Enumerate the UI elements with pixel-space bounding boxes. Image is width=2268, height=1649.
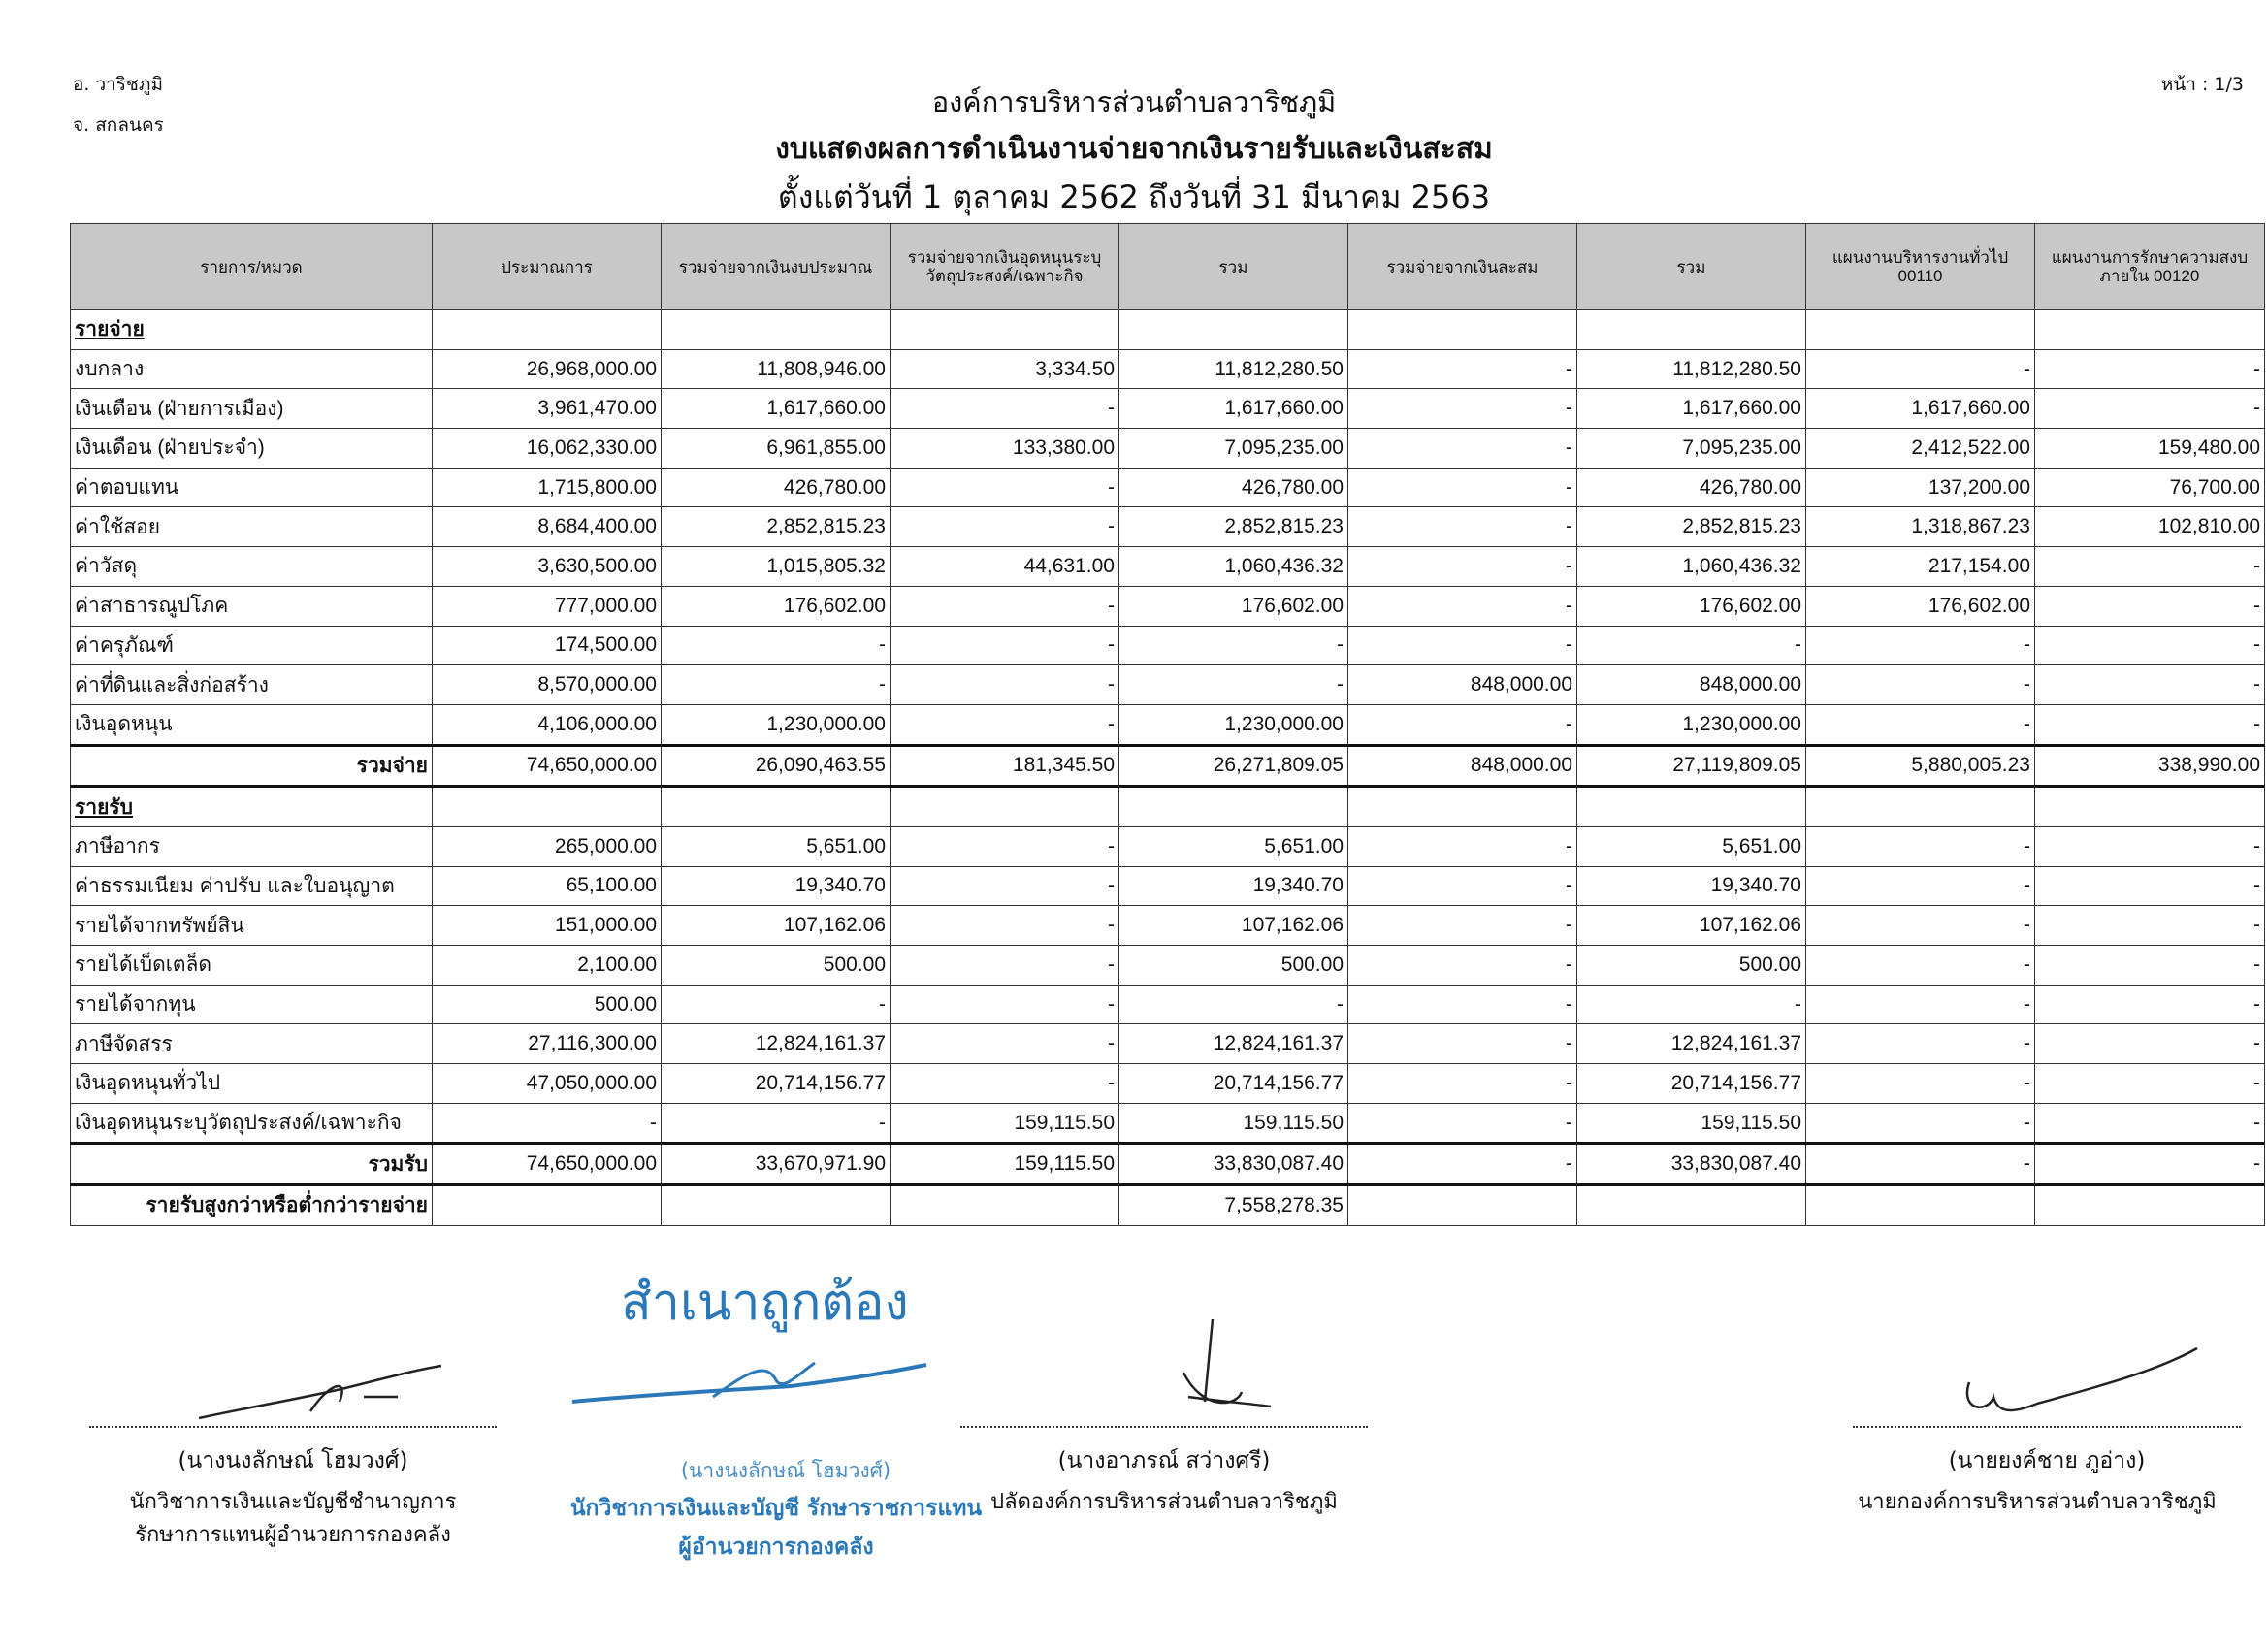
amount-cell: 265,000.00: [433, 826, 662, 866]
amount-cell: 4,106,000.00: [433, 704, 662, 745]
table-row: [71, 547, 2265, 587]
amount-cell: -: [1348, 468, 1577, 507]
amount-cell: -: [1348, 866, 1577, 906]
amount-cell: -: [2035, 866, 2265, 906]
column-header: รวม: [1577, 224, 1806, 310]
amount-cell: 102,810.00: [2035, 507, 2265, 547]
amount-cell: -: [1348, 429, 1577, 469]
amount-cell: -: [1348, 1144, 1577, 1185]
amount-cell: 1,715,800.00: [433, 468, 662, 507]
amount-cell: -: [2035, 626, 2265, 665]
row-label: ค่าที่ดินและสิ่งก่อสร้าง: [71, 665, 433, 705]
amount-cell: -: [1806, 704, 2035, 745]
amount-cell: 1,617,660.00: [1577, 389, 1806, 429]
amount-cell: 33,830,087.40: [1577, 1144, 1806, 1185]
amount-cell: 5,651.00: [1577, 826, 1806, 866]
amount-cell: -: [1806, 866, 2035, 906]
amount-cell: 7,095,235.00: [1577, 429, 1806, 469]
column-header: แผนงานบริหารงานทั่วไป 00110: [1806, 224, 2035, 310]
section-label: รายจ่าย: [71, 310, 433, 350]
amount-cell: -: [2035, 1144, 2265, 1185]
table-row: [71, 1103, 2265, 1144]
column-header: รวมจ่ายจากเงินงบประมาณ: [662, 224, 891, 310]
amount-cell: -: [2035, 349, 2265, 389]
amount-cell: 1,060,436.32: [1577, 547, 1806, 587]
amount-cell: 1,318,867.23: [1806, 507, 2035, 547]
amount-cell: 12,824,161.37: [1119, 1024, 1348, 1064]
section-row: [71, 310, 2265, 350]
column-header: รวมจ่ายจากเงินสะสม: [1348, 224, 1577, 310]
signature-1: [194, 1358, 446, 1426]
amount-cell: 500.00: [1577, 946, 1806, 986]
row-label: ภาษีจัดสรร: [71, 1024, 433, 1064]
table-row: [71, 468, 2265, 507]
signature-2: [1145, 1314, 1280, 1421]
amount-cell: 76,700.00: [2035, 468, 2265, 507]
amount-cell: 2,100.00: [433, 946, 662, 986]
row-label: รายได้จากทุน: [71, 985, 433, 1024]
amount-cell: -: [1806, 826, 2035, 866]
table-row: [71, 349, 2265, 389]
amount-cell: -: [2035, 586, 2265, 626]
signatory-1-name: (นางนงลักษณ์ โฮมวงศ์): [178, 1448, 408, 1473]
amount-cell: 107,162.06: [1119, 906, 1348, 946]
stamp-position-line2: ผู้อำนวยการกองคลัง: [678, 1535, 874, 1560]
empty-cell: [662, 310, 891, 350]
amount-cell: 181,345.50: [891, 745, 1119, 787]
amount-cell: 338,990.00: [2035, 745, 2265, 787]
amount-cell: 5,651.00: [1119, 826, 1348, 866]
row-label: ค่าธรรมเนียม ค่าปรับ และใบอนุญาต: [71, 866, 433, 906]
amount-cell: -: [891, 906, 1119, 946]
amount-cell: -: [2035, 946, 2265, 986]
amount-cell: -: [1806, 626, 2035, 665]
row-label: เงินเดือน (ฝ่ายประจำ): [71, 429, 433, 469]
amount-cell: 2,852,815.23: [662, 507, 891, 547]
amount-cell: 848,000.00: [1577, 665, 1806, 705]
amount-cell: -: [891, 665, 1119, 705]
stamp-signature: [567, 1343, 936, 1411]
amount-cell: -: [1806, 946, 2035, 986]
amount-cell: 1,230,000.00: [1577, 704, 1806, 745]
empty-cell: [1119, 310, 1348, 350]
empty-cell: [891, 310, 1119, 350]
amount-cell: -: [2035, 826, 2265, 866]
amount-cell: 3,630,500.00: [433, 547, 662, 587]
amount-cell: 1,617,660.00: [1119, 389, 1348, 429]
table-row: [71, 507, 2265, 547]
amount-cell: -: [662, 626, 891, 665]
row-label: รายได้จากทรัพย์สิน: [71, 906, 433, 946]
amount-cell: -: [1348, 985, 1577, 1024]
amount-cell: 65,100.00: [433, 866, 662, 906]
section-label: รายรับ: [71, 787, 433, 827]
signature-3: [1950, 1343, 2202, 1421]
signatory-3-position: นายกองค์การบริหารส่วนตำบลวาริชภูมิ: [1858, 1490, 2217, 1514]
row-label: ค่าใช้สอย: [71, 507, 433, 547]
empty-cell: [1348, 310, 1577, 350]
amount-cell: 11,812,280.50: [1119, 349, 1348, 389]
amount-cell: 159,480.00: [2035, 429, 2265, 469]
row-label: ค่าตอบแทน: [71, 468, 433, 507]
amount-cell: -: [891, 626, 1119, 665]
row-label: ภาษีอากร: [71, 826, 433, 866]
amount-cell: -: [1348, 349, 1577, 389]
empty-cell: [891, 1185, 1119, 1226]
amount-cell: -: [1348, 389, 1577, 429]
table-row: [71, 429, 2265, 469]
amount-cell: 500.00: [662, 946, 891, 986]
amount-cell: 1,230,000.00: [662, 704, 891, 745]
column-header: รวม: [1119, 224, 1348, 310]
amount-cell: 5,880,005.23: [1806, 745, 2035, 787]
amount-cell: -: [2035, 1064, 2265, 1104]
amount-cell: 176,602.00: [662, 586, 891, 626]
amount-cell: -: [433, 1103, 662, 1144]
amount-cell: 107,162.06: [1577, 906, 1806, 946]
table-row: [71, 586, 2265, 626]
amount-cell: 33,830,087.40: [1119, 1144, 1348, 1185]
amount-cell: -: [891, 507, 1119, 547]
amount-cell: 19,340.70: [1119, 866, 1348, 906]
table-body: [71, 310, 2265, 1226]
signatory-2-position: ปลัดองค์การบริหารส่วนตำบลวาริชภูมิ: [990, 1490, 1338, 1514]
amount-cell: 137,200.00: [1806, 468, 2035, 507]
report-table: [70, 223, 2265, 1226]
organization-name: องค์การบริหารส่วนตำบลวาริชภูมิ: [931, 85, 1337, 118]
amount-cell: 26,968,000.00: [433, 349, 662, 389]
amount-cell: 1,617,660.00: [662, 389, 891, 429]
amount-cell: -: [1348, 946, 1577, 986]
amount-cell: -: [2035, 547, 2265, 587]
table-row: [71, 389, 2265, 429]
amount-cell: 1,060,436.32: [1119, 547, 1348, 587]
amount-cell: 74,650,000.00: [433, 745, 662, 787]
amount-cell: -: [891, 866, 1119, 906]
empty-cell: [1119, 787, 1348, 827]
amount-cell: -: [2035, 1024, 2265, 1064]
amount-cell: -: [1806, 665, 2035, 705]
amount-cell: 6,961,855.00: [662, 429, 891, 469]
amount-cell: -: [1806, 1024, 2035, 1064]
amount-cell: 5,651.00: [662, 826, 891, 866]
table-row: [71, 1064, 2265, 1104]
amount-cell: 12,824,161.37: [1577, 1024, 1806, 1064]
amount-cell: -: [1806, 1144, 2035, 1185]
amount-cell: -: [2035, 1103, 2265, 1144]
empty-cell: [1806, 1185, 2035, 1226]
amount-cell: 848,000.00: [1348, 665, 1577, 705]
empty-cell: [1348, 787, 1577, 827]
amount-cell: -: [2035, 389, 2265, 429]
amount-cell: -: [891, 586, 1119, 626]
amount-cell: 11,808,946.00: [662, 349, 891, 389]
row-label: รายได้เบ็ดเตล็ด: [71, 946, 433, 986]
table-row: [71, 866, 2265, 906]
empty-cell: [2035, 1185, 2265, 1226]
signatory-1-position: นักวิชาการเงินและบัญชีชำนาญการ: [129, 1490, 457, 1514]
amount-cell: -: [891, 389, 1119, 429]
section-row: [71, 787, 2265, 827]
report-period: ตั้งแต่วันที่ 1 ตุลาคม 2562 ถึงวันที่ 31 มีนาคม 2563: [777, 178, 1491, 215]
amount-cell: 27,119,809.05: [1577, 745, 1806, 787]
total-row: [71, 1144, 2265, 1185]
amount-cell: 12,824,161.37: [662, 1024, 891, 1064]
amount-cell: 3,961,470.00: [433, 389, 662, 429]
amount-cell: 2,412,522.00: [1806, 429, 2035, 469]
amount-cell: 7,095,235.00: [1119, 429, 1348, 469]
amount-cell: -: [1348, 826, 1577, 866]
surplus-row: [71, 1185, 2265, 1226]
column-header: รายการ/หมวด: [71, 224, 433, 310]
amount-cell: 1,015,805.32: [662, 547, 891, 587]
empty-cell: [2035, 310, 2265, 350]
amount-cell: -: [1348, 547, 1577, 587]
empty-cell: [1806, 310, 2035, 350]
amount-cell: -: [891, 946, 1119, 986]
empty-cell: [891, 787, 1119, 827]
amount-cell: 426,780.00: [1577, 468, 1806, 507]
row-label: งบกลาง: [71, 349, 433, 389]
table-header-row: [71, 224, 2265, 310]
column-header: ประมาณการ: [433, 224, 662, 310]
surplus-label: รายรับสูงกว่าหรือต่ำกว่ารายจ่าย: [71, 1185, 433, 1226]
table-row: [71, 704, 2265, 745]
amount-cell: 426,780.00: [1119, 468, 1348, 507]
amount-cell: 19,340.70: [1577, 866, 1806, 906]
column-header: รวมจ่ายจากเงินอุดหนุนระบุวัตถุประสงค์/เฉพาะกิจ: [891, 224, 1119, 310]
amount-cell: 1,617,660.00: [1806, 389, 2035, 429]
signature-line-3: [1853, 1426, 2241, 1428]
row-label: เงินอุดหนุนระบุวัตถุประสงค์/เฉพาะกิจ: [71, 1103, 433, 1144]
amount-cell: -: [662, 985, 891, 1024]
amount-cell: -: [1806, 349, 2035, 389]
amount-cell: 217,154.00: [1806, 547, 2035, 587]
amount-cell: 426,780.00: [662, 468, 891, 507]
amount-cell: 47,050,000.00: [433, 1064, 662, 1104]
amount-cell: -: [1806, 1064, 2035, 1104]
empty-cell: [1348, 1185, 1577, 1226]
amount-cell: 20,714,156.77: [1119, 1064, 1348, 1104]
amount-cell: -: [1348, 626, 1577, 665]
amount-cell: -: [891, 985, 1119, 1024]
amount-cell: -: [1348, 586, 1577, 626]
amount-cell: 500.00: [1119, 946, 1348, 986]
amount-cell: 33,670,971.90: [662, 1144, 891, 1185]
stamp-position-line1: นักวิชาการเงินและบัญชี รักษาราชการแทน: [569, 1496, 983, 1521]
amount-cell: 500.00: [433, 985, 662, 1024]
signatory-1-position-2: รักษาการแทนผู้อำนวยการกองคลัง: [135, 1523, 451, 1547]
table-row: [71, 826, 2265, 866]
amount-cell: 44,631.00: [891, 547, 1119, 587]
amount-cell: 176,602.00: [1806, 586, 2035, 626]
amount-cell: 848,000.00: [1348, 745, 1577, 787]
amount-cell: 176,602.00: [1119, 586, 1348, 626]
amount-cell: -: [1577, 985, 1806, 1024]
surplus-value: 7,558,278.35: [1119, 1185, 1348, 1226]
amount-cell: 8,684,400.00: [433, 507, 662, 547]
empty-cell: [1577, 787, 1806, 827]
amount-cell: 16,062,330.00: [433, 429, 662, 469]
table-row: [71, 1024, 2265, 1064]
row-label: เงินอุดหนุนทั่วไป: [71, 1064, 433, 1104]
row-label: ค่าครุภัณฑ์: [71, 626, 433, 665]
amount-cell: -: [1806, 906, 2035, 946]
amount-cell: 20,714,156.77: [1577, 1064, 1806, 1104]
amount-cell: -: [1119, 985, 1348, 1024]
amount-cell: 74,650,000.00: [433, 1144, 662, 1185]
amount-cell: -: [891, 826, 1119, 866]
report-title: งบแสดงผลการดำเนินงานจ่ายจากเงินรายรับและเงินสะสม: [775, 132, 1493, 166]
row-label: ค่าวัสดุ: [71, 547, 433, 587]
table-row: [71, 946, 2265, 986]
amount-cell: -: [2035, 704, 2265, 745]
column-header: แผนงานการรักษาความสงบภายใน 00120: [2035, 224, 2265, 310]
stamp-name: (นางนงลักษณ์ โฮมวงศ์): [680, 1459, 891, 1482]
amount-cell: -: [662, 665, 891, 705]
table-row: [71, 906, 2265, 946]
row-label: รวมรับ: [71, 1144, 433, 1185]
page-number: หน้า : 1/3: [2160, 74, 2244, 95]
signatory-3-name: (นายยงค์ชาย ภูอ่าง): [1948, 1448, 2146, 1473]
province-label: จ. สกลนคร: [73, 114, 164, 136]
row-label: รวมจ่าย: [71, 745, 433, 787]
amount-cell: -: [891, 1024, 1119, 1064]
amount-cell: -: [1119, 665, 1348, 705]
amount-cell: -: [2035, 985, 2265, 1024]
amount-cell: -: [2035, 665, 2265, 705]
row-label: ค่าสาธารณูปโภค: [71, 586, 433, 626]
signature-line-2: [960, 1426, 1368, 1428]
amount-cell: -: [1348, 1064, 1577, 1104]
amount-cell: -: [1577, 626, 1806, 665]
empty-cell: [2035, 787, 2265, 827]
amount-cell: 8,570,000.00: [433, 665, 662, 705]
amount-cell: -: [891, 468, 1119, 507]
row-label: เงินเดือน (ฝ่ายการเมือง): [71, 389, 433, 429]
amount-cell: 2,852,815.23: [1119, 507, 1348, 547]
empty-cell: [1577, 1185, 1806, 1226]
empty-cell: [433, 310, 662, 350]
amount-cell: 174,500.00: [433, 626, 662, 665]
amount-cell: 1,230,000.00: [1119, 704, 1348, 745]
amount-cell: 3,334.50: [891, 349, 1119, 389]
amount-cell: 107,162.06: [662, 906, 891, 946]
empty-cell: [433, 1185, 662, 1226]
amount-cell: -: [1348, 1024, 1577, 1064]
certified-copy-stamp: สำเนาถูกต้อง: [621, 1274, 909, 1332]
amount-cell: 159,115.50: [1119, 1103, 1348, 1144]
signature-line-1: [89, 1426, 497, 1428]
amount-cell: -: [1348, 906, 1577, 946]
amount-cell: 11,812,280.50: [1577, 349, 1806, 389]
signatory-2-name: (นางอาภรณ์ สว่างศรี): [1057, 1448, 1271, 1473]
amount-cell: 176,602.00: [1577, 586, 1806, 626]
amount-cell: 26,271,809.05: [1119, 745, 1348, 787]
amount-cell: 159,115.50: [1577, 1103, 1806, 1144]
amount-cell: -: [1348, 507, 1577, 547]
amount-cell: 19,340.70: [662, 866, 891, 906]
amount-cell: 20,714,156.77: [662, 1064, 891, 1104]
amount-cell: -: [1348, 1103, 1577, 1144]
amount-cell: 151,000.00: [433, 906, 662, 946]
table-row: [71, 665, 2265, 705]
empty-cell: [1806, 787, 2035, 827]
amount-cell: -: [1806, 1103, 2035, 1144]
amount-cell: 159,115.50: [891, 1103, 1119, 1144]
row-label: เงินอุดหนุน: [71, 704, 433, 745]
amount-cell: 133,380.00: [891, 429, 1119, 469]
amount-cell: -: [1806, 985, 2035, 1024]
amount-cell: 2,852,815.23: [1577, 507, 1806, 547]
amount-cell: -: [662, 1103, 891, 1144]
amount-cell: -: [1348, 704, 1577, 745]
amount-cell: -: [1119, 626, 1348, 665]
empty-cell: [662, 1185, 891, 1226]
district-label: อ. วาริชภูมิ: [73, 74, 163, 95]
amount-cell: -: [2035, 906, 2265, 946]
total-row: [71, 745, 2265, 787]
empty-cell: [662, 787, 891, 827]
empty-cell: [433, 787, 662, 827]
table-row: [71, 626, 2265, 665]
amount-cell: -: [891, 704, 1119, 745]
amount-cell: 27,116,300.00: [433, 1024, 662, 1064]
amount-cell: -: [891, 1064, 1119, 1104]
amount-cell: 26,090,463.55: [662, 745, 891, 787]
amount-cell: 159,115.50: [891, 1144, 1119, 1185]
empty-cell: [1577, 310, 1806, 350]
table-row: [71, 985, 2265, 1024]
amount-cell: 777,000.00: [433, 586, 662, 626]
